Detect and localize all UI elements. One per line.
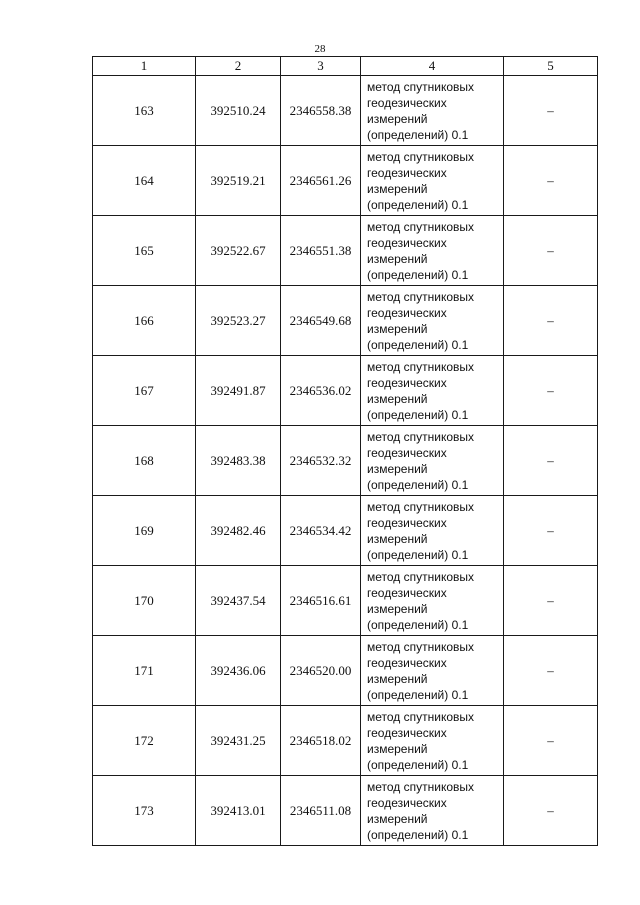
method-line: геодезических <box>367 95 447 110</box>
method-cell <box>361 216 504 286</box>
y-coordinate-cell: 2346516.61 <box>281 566 361 636</box>
point-number-cell: 170 <box>93 566 196 636</box>
accuracy-cell: – <box>504 776 598 846</box>
method-cell <box>361 566 504 636</box>
method-line: метод спутниковых <box>367 359 475 374</box>
point-number-cell: 171 <box>93 636 196 706</box>
y-coordinate-cell: 2346558.38 <box>281 76 361 146</box>
point-number-cell: 169 <box>93 496 196 566</box>
y-coordinate-cell: 2346518.02 <box>281 706 361 776</box>
accuracy-cell: – <box>504 426 598 496</box>
accuracy-cell: – <box>504 706 598 776</box>
table-row <box>93 216 598 286</box>
method-line: измерений <box>367 461 428 476</box>
method-line: (определений) 0.1 <box>367 547 469 562</box>
accuracy-cell: – <box>504 566 598 636</box>
y-coordinate-cell: 2346520.00 <box>281 636 361 706</box>
header-cell-4: 4 <box>361 57 504 76</box>
method-line: измерений <box>367 811 428 826</box>
method-line: геодезических <box>367 305 447 320</box>
method-line: метод спутниковых <box>367 219 475 234</box>
method-line: геодезических <box>367 375 447 390</box>
method-line: (определений) 0.1 <box>367 757 469 772</box>
point-number-cell: 165 <box>93 216 196 286</box>
method-cell <box>361 636 504 706</box>
method-line: измерений <box>367 181 428 196</box>
y-coordinate-cell: 2346561.26 <box>281 146 361 216</box>
method-line: (определений) 0.1 <box>367 197 469 212</box>
header-cell-3: 3 <box>281 57 361 76</box>
method-cell <box>361 776 504 846</box>
header-cell-2: 2 <box>196 57 281 76</box>
x-coordinate-cell: 392519.21 <box>196 146 281 216</box>
method-line: (определений) 0.1 <box>367 267 469 282</box>
method-cell <box>361 76 504 146</box>
method-line: измерений <box>367 671 428 686</box>
x-coordinate-cell: 392510.24 <box>196 76 281 146</box>
table-row <box>93 636 598 706</box>
method-cell <box>361 356 504 426</box>
method-line: геодезических <box>367 165 447 180</box>
accuracy-cell: – <box>504 286 598 356</box>
method-line: геодезических <box>367 445 447 460</box>
method-line: (определений) 0.1 <box>367 687 469 702</box>
method-line: геодезических <box>367 725 447 740</box>
table-row <box>93 566 598 636</box>
point-number-cell: 164 <box>93 146 196 216</box>
x-coordinate-cell: 392431.25 <box>196 706 281 776</box>
method-cell <box>361 426 504 496</box>
method-line: (определений) 0.1 <box>367 617 469 632</box>
accuracy-cell: – <box>504 636 598 706</box>
table-row <box>93 356 598 426</box>
table-row <box>93 776 598 846</box>
table-row <box>93 76 598 146</box>
x-coordinate-cell: 392523.27 <box>196 286 281 356</box>
method-line: (определений) 0.1 <box>367 407 469 422</box>
method-line: измерений <box>367 251 428 266</box>
y-coordinate-cell: 2346549.68 <box>281 286 361 356</box>
point-number-cell: 167 <box>93 356 196 426</box>
method-cell <box>361 706 504 776</box>
table-row <box>93 146 598 216</box>
method-line: метод спутниковых <box>367 499 475 514</box>
table-row <box>93 286 598 356</box>
method-line: измерений <box>367 391 428 406</box>
method-line: метод спутниковых <box>367 569 475 584</box>
method-line: геодезических <box>367 795 447 810</box>
method-line: метод спутниковых <box>367 289 475 304</box>
point-number-cell: 168 <box>93 426 196 496</box>
table-body <box>93 76 598 846</box>
x-coordinate-cell: 392522.67 <box>196 216 281 286</box>
method-line: измерений <box>367 601 428 616</box>
accuracy-cell: – <box>504 76 598 146</box>
table-row <box>93 426 598 496</box>
method-cell <box>361 286 504 356</box>
method-line: метод спутниковых <box>367 779 475 794</box>
point-number-cell: 173 <box>93 776 196 846</box>
method-line: метод спутниковых <box>367 79 475 94</box>
x-coordinate-cell: 392483.38 <box>196 426 281 496</box>
x-coordinate-cell: 392482.46 <box>196 496 281 566</box>
y-coordinate-cell: 2346532.32 <box>281 426 361 496</box>
method-line: метод спутниковых <box>367 709 475 724</box>
x-coordinate-cell: 392413.01 <box>196 776 281 846</box>
table-row <box>93 496 598 566</box>
point-number-cell: 166 <box>93 286 196 356</box>
method-line: измерений <box>367 741 428 756</box>
coordinates-table <box>92 56 598 846</box>
method-line: метод спутниковых <box>367 149 475 164</box>
x-coordinate-cell: 392491.87 <box>196 356 281 426</box>
accuracy-cell: – <box>504 146 598 216</box>
method-line: измерений <box>367 111 428 126</box>
x-coordinate-cell: 392437.54 <box>196 566 281 636</box>
method-line: геодезических <box>367 515 447 530</box>
header-cell-5: 5 <box>504 57 598 76</box>
accuracy-cell: – <box>504 356 598 426</box>
point-number-cell: 163 <box>93 76 196 146</box>
table-header-row <box>93 57 598 76</box>
method-line: геодезических <box>367 585 447 600</box>
method-line: геодезических <box>367 655 447 670</box>
accuracy-cell: – <box>504 496 598 566</box>
method-line: (определений) 0.1 <box>367 477 469 492</box>
y-coordinate-cell: 2346551.38 <box>281 216 361 286</box>
method-line: метод спутниковых <box>367 639 475 654</box>
method-cell <box>361 146 504 216</box>
method-line: (определений) 0.1 <box>367 127 469 142</box>
y-coordinate-cell: 2346536.02 <box>281 356 361 426</box>
y-coordinate-cell: 2346511.08 <box>281 776 361 846</box>
method-line: измерений <box>367 321 428 336</box>
method-line: геодезических <box>367 235 447 250</box>
x-coordinate-cell: 392436.06 <box>196 636 281 706</box>
method-line: (определений) 0.1 <box>367 337 469 352</box>
header-cell-1: 1 <box>93 57 196 76</box>
table-row <box>93 706 598 776</box>
method-line: (определений) 0.1 <box>367 827 469 842</box>
point-number-cell: 172 <box>93 706 196 776</box>
method-line: метод спутниковых <box>367 429 475 444</box>
accuracy-cell: – <box>504 216 598 286</box>
page-number: 28 <box>314 43 326 55</box>
method-line: измерений <box>367 531 428 546</box>
y-coordinate-cell: 2346534.42 <box>281 496 361 566</box>
method-cell <box>361 496 504 566</box>
